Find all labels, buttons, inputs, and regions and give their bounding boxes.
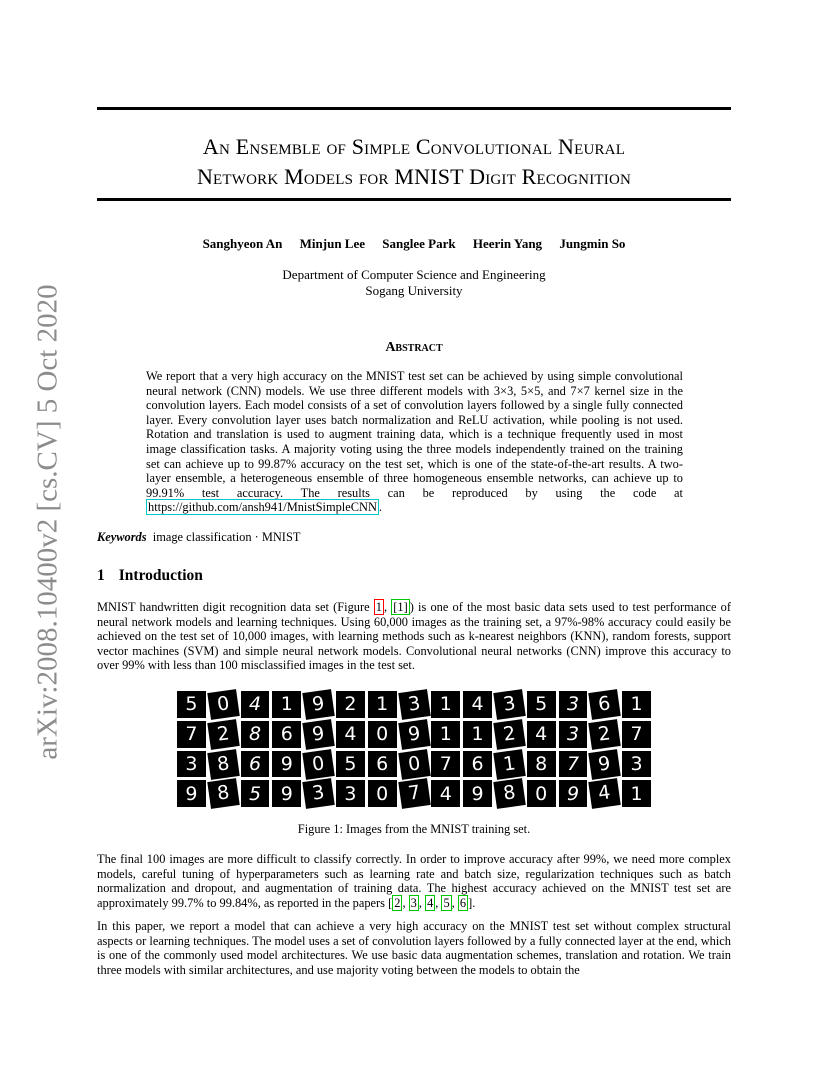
mnist-digit-image: 9 <box>559 780 588 807</box>
intro-paragraph-1 <box>97 600 731 673</box>
section-title: Introduction <box>118 567 203 584</box>
mnist-digit-image: 7 <box>431 751 460 778</box>
mnist-digit-image: 1 <box>368 691 397 718</box>
mnist-digit-image: 5 <box>336 751 365 778</box>
mnist-digit-image: 8 <box>527 751 556 778</box>
keywords-label: Keywords <box>97 530 147 544</box>
mnist-digit-image: 4 <box>431 780 460 807</box>
mnist-digit-image: 6 <box>589 689 621 719</box>
author-name: Sanghyeon An <box>202 236 283 251</box>
mnist-digit-image: 6 <box>272 721 301 748</box>
abstract-text-end: . <box>378 500 383 515</box>
mnist-digit-image: 2 <box>493 719 525 749</box>
mnist-digit-image: 0 <box>302 749 334 779</box>
mnist-digit-image: 6 <box>463 751 492 778</box>
mnist-digit-image: 0 <box>207 689 239 719</box>
mnist-digit-image: 5 <box>177 691 206 718</box>
mnist-digit-image: 0 <box>527 780 556 807</box>
mnist-digit-image: 8 <box>207 749 239 779</box>
mnist-digit-image: 9 <box>463 780 492 807</box>
citation-link[interactable]: 6 <box>459 895 467 910</box>
citation-link[interactable]: 3 <box>410 895 417 910</box>
arxiv-identifier: arXiv:2008.10400v2 [cs.CV] 5 Oct 2020 <box>31 284 64 760</box>
mnist-digit-image: 1 <box>493 749 525 779</box>
mnist-digit-image: 0 <box>368 780 397 807</box>
mnist-digit-image: 4 <box>336 721 365 748</box>
mnist-digit-image: 7 <box>559 751 588 778</box>
mnist-digit-image: 7 <box>622 721 651 748</box>
citation-link[interactable]: 5 <box>443 895 450 910</box>
paragraph-text: The final 100 images are more difficult to classify correctly. In order to improve accuracy after 99%, we need more complex models, careful tuning of hyperparameters such as learning rate and batch size, regularization techniques such as batch normalization and dropout, and augmentation of training data. The highest accuracy achieved on the MNIST test set are approximately 99.7% to 99.84%, as reported in the papers <box>97 852 731 910</box>
title-bottom-rule <box>97 198 731 201</box>
intro-paragraph-2 <box>97 852 731 910</box>
mnist-digit-image: 9 <box>272 780 301 807</box>
mnist-digit-image: 1 <box>272 691 301 718</box>
mnist-digit-image: 8 <box>241 721 270 748</box>
citation-link[interactable]: [1] <box>393 600 408 614</box>
university: Sogang University <box>365 283 463 298</box>
mnist-digit-image: 9 <box>302 719 334 749</box>
mnist-digit-image: 3 <box>493 689 525 719</box>
mnist-digit-image: 3 <box>559 691 588 718</box>
author-name: Heerin Yang <box>472 236 543 251</box>
mnist-digit-image: 1 <box>431 691 460 718</box>
mnist-digit-image: 3 <box>622 751 651 778</box>
title-line-1: An Ensemble of Simple Convolutional Neural <box>202 134 626 159</box>
mnist-digit-image: 7 <box>398 778 430 808</box>
keywords <box>97 530 300 545</box>
section-number: 1 <box>97 567 105 584</box>
mnist-digit-image: 4 <box>241 691 270 718</box>
mnist-digit-image: 7 <box>177 721 206 748</box>
paragraph-text: MNIST handwritten digit recognition data set (Figure <box>97 600 374 614</box>
title-top-rule <box>97 107 731 110</box>
code-repository-link[interactable]: https://github.com/ansh941/MnistSimpleCNN <box>148 500 377 515</box>
citation-link[interactable]: 2 <box>394 895 401 910</box>
mnist-digit-image: 8 <box>493 778 525 808</box>
figure-caption: Figure 1: Images from the MNIST training set. <box>297 822 531 836</box>
keywords-text: image classification · MNIST <box>152 530 301 544</box>
mnist-digit-image: 1 <box>431 721 460 748</box>
mnist-digit-image: 8 <box>207 778 239 808</box>
mnist-digit-image: 4 <box>527 721 556 748</box>
mnist-digit-image: 0 <box>398 749 430 779</box>
section-heading <box>97 567 203 585</box>
abstract-heading: Abstract <box>385 340 443 355</box>
author-name: Jungmin So <box>559 236 626 251</box>
mnist-digit-image: 3 <box>302 778 334 808</box>
title-line-2: Network Models for MNIST Digit Recognition <box>196 164 632 189</box>
mnist-digit-image: 1 <box>622 691 651 718</box>
mnist-digit-image: 3 <box>177 751 206 778</box>
mnist-digit-image: 9 <box>589 749 621 779</box>
author-name: Sanglee Park <box>382 236 456 251</box>
mnist-digit-image: 9 <box>272 751 301 778</box>
mnist-digit-image: 0 <box>368 721 397 748</box>
mnist-digit-image: 5 <box>527 691 556 718</box>
abstract-text: We report that a very high accuracy on the MNIST test set can be achieved by using simple convolutional neural network (CNN) models. We use three different models with 3×3, 5×5, and 7×7 kernel size in the convolution layers. Each model consists of a set of convolution layers followed by a single fully connected layer. Every convolution layer uses batch normalization and ReLU activation, while pooling is not used. Rotation and translation is used to augment training data, which is a technique frequently used in most image classification tasks. A majority voting using the three models independently trained on the training set can achieve up to 99.87% accuracy on the test set, which is one of the state-of-the-art results. A two-layer ensemble, a heterogeneous ensemble of three homogeneous ensemble networks, can achieve up to 99.91% test accuracy. The results can be reproduced by using the code at <box>146 369 683 500</box>
abstract-body <box>146 369 683 515</box>
mnist-digit-image: 5 <box>241 780 270 807</box>
mnist-digit-image: 9 <box>177 780 206 807</box>
mnist-digit-image: 6 <box>368 751 397 778</box>
mnist-digit-image: 6 <box>241 751 270 778</box>
mnist-digit-image: 9 <box>302 689 334 719</box>
paragraph-text: , <box>383 600 392 614</box>
affiliation <box>97 267 731 299</box>
mnist-sample-figure <box>177 691 651 807</box>
mnist-digit-image: 2 <box>207 719 239 749</box>
intro-paragraph-3: In this paper, we report a model that can achieve a very high accuracy on the MNIST test set without complex structural aspects or learning techniques. The model uses a set of convolution layers followed by a fully connected layer at the end, which is one of the commonly used model architectures. We use basic data augmentation schemes, translation and rotation. We train three models with similar architectures, and use majority voting between the models to obtain the <box>97 919 731 977</box>
mnist-digit-image: 4 <box>463 691 492 718</box>
department: Department of Computer Science and Engineering <box>282 267 546 282</box>
citation-group: [ 2 , 3 , 4 , 5 , 6 <box>388 895 467 910</box>
mnist-digit-image: 3 <box>336 780 365 807</box>
citation-link[interactable]: 4 <box>427 895 434 910</box>
paper-title <box>97 132 731 192</box>
mnist-digit-image: 3 <box>559 721 588 748</box>
mnist-digit-image: 3 <box>398 689 430 719</box>
paragraph-text: ) is one of the most basic data sets used to test performance of neural network models and learning techniques. Using 60,000 images as the training set, a 97%-98% accuracy could easily be achieved on the test set of 10,000 images, with learning methods such as k-nearest neighbors (KNN), random forests, support vector machines (SVM) and simple neural network models. Convolutional neural networks (CNN) improve this accuracy to over 99% with less than 100 misclassified images in the test set. <box>97 600 731 673</box>
author-name: Minjun Lee <box>299 236 366 251</box>
mnist-digit-image: 9 <box>398 719 430 749</box>
mnist-digit-image: 4 <box>589 778 621 808</box>
mnist-digit-image: 2 <box>589 719 621 749</box>
paragraph-text: ]. <box>468 895 476 910</box>
author-list <box>97 236 731 252</box>
mnist-digit-image: 2 <box>336 691 365 718</box>
mnist-digit-image: 1 <box>622 780 651 807</box>
mnist-digit-image: 1 <box>463 721 492 748</box>
figure-reference-link[interactable]: 1 <box>375 600 382 614</box>
